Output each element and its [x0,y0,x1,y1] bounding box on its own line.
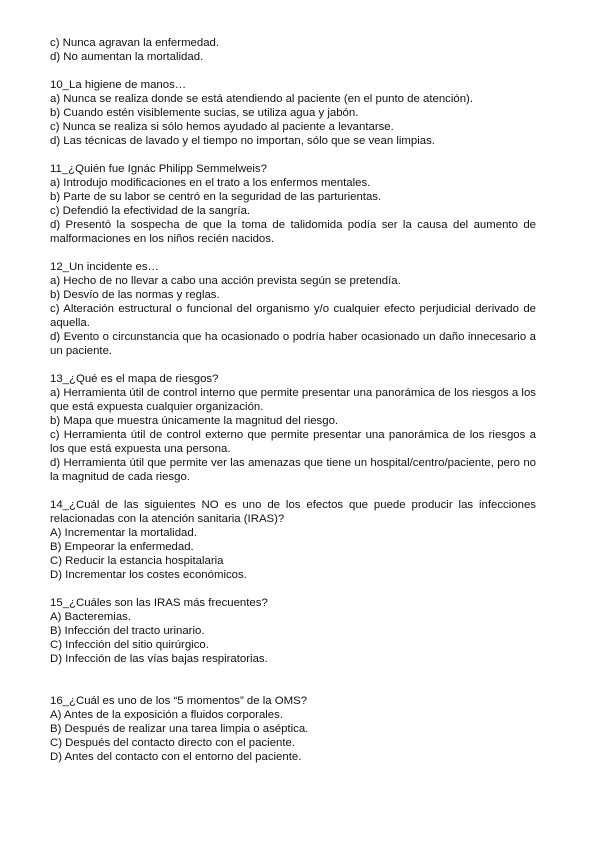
question-13 [50,372,536,484]
question-text: 16_¿Cuál es uno de los “5 momentos” de la OMS? [50,695,308,707]
question-text: 12_Un incidente es… [50,261,159,273]
option-c: c) Nunca se realiza si sólo hemos ayudado al paciente a levantarse. [50,121,394,133]
option-c: c) Defendió la efectividad de la sangría. [50,205,251,217]
question-11 [50,162,536,246]
option-d: d) Evento o circunstancia que ha ocasionado o podría haber ocasionado un daño innecesario a un paciente. [50,331,536,357]
option-c: C) Reducir la estancia hospitalaria [50,555,224,567]
option-b: b) Cuando estén visiblemente sucias, se utiliza agua y jabón. [50,107,359,119]
option-c: c) Herramienta útil de control externo que permite presentar una panorámica de los riesgos a los que está expuesta una persona. [50,429,536,455]
option-d: d) Las técnicas de lavado y el tiempo no importan, sólo que se vean limpias. [50,135,435,147]
question-16 [50,694,536,764]
question-text: 13_¿Qué es el mapa de riesgos? [50,373,219,385]
question-12 [50,260,536,358]
question-14 [50,498,536,582]
option-d: d) Presentó la sospecha de que la toma de talidomida podía ser la causa del aumento de malformaciones en los niños recién nacidos. [50,219,536,245]
option-b: b) Mapa que muestra únicamente la magnitud del riesgo. [50,415,339,427]
option-b: B) Después de realizar una tarea limpia o aséptica. [50,723,309,735]
question-10 [50,78,536,148]
option-b: B) Empeorar la enfermedad. [50,541,194,553]
option-a: a) Herramienta útil de control interno que permite presentar una panorámica de los riesgos a los que está expuesta cualquier organización. [50,387,536,413]
option-a: a) Hecho de no llevar a cabo una acción prevista según se pretendía. [50,275,401,287]
option-a: a) Introdujo modificaciones en el trato a los enfermos mentales. [50,177,371,189]
option-d: D) Infección de las vías bajas respiratorias. [50,653,268,665]
option-b: b) Desvío de las normas y reglas. [50,289,220,301]
option-d: d) No aumentan la mortalidad. [50,51,204,63]
question-text: 15_¿Cuáles son las IRAS más frecuentes? [50,597,268,609]
question-text: 10_La higiene de manos… [50,79,187,91]
spacer [50,680,536,694]
option-d: D) Incrementar los costes económicos. [50,569,247,581]
question-text: 11_¿Quién fue Ignác Philipp Semmelweis? [50,163,267,175]
option-a: A) Antes de la exposición a fluidos corporales. [50,709,284,721]
option-c: C) Después del contacto directo con el paciente. [50,737,296,749]
option-c: c) Alteración estructural o funcional del organismo y/o cualquier efecto perjudicial derivado de aquella. [50,303,536,329]
document-page [50,36,536,778]
option-b: b) Parte de su labor se centró en la seguridad de las parturientas. [50,191,382,203]
question-text: 14_¿Cuál de las siguientes NO es uno de los efectos que puede producir las infecciones relacionadas con la atención sanitaria (IRAS)? [50,499,536,525]
option-b: B) Infección del tracto urinario. [50,625,205,637]
option-a: A) Bacteremias. [50,611,132,623]
option-d: D) Antes del contacto con el entorno del paciente. [50,751,302,763]
option-d: d) Herramienta útil que permite ver las amenazas que tiene un hospital/centro/paciente, pero no la magnitud de cada riesgo. [50,457,536,483]
option-a: a) Nunca se realiza donde se está atendiendo al paciente (en el punto de atención). [50,93,474,105]
carryover-options [50,36,536,64]
option-c: c) Nunca agravan la enfermedad. [50,37,220,49]
option-c: C) Infección del sitio quirúrgico. [50,639,209,651]
option-a: A) Incrementar la mortalidad. [50,527,197,539]
question-15 [50,596,536,666]
